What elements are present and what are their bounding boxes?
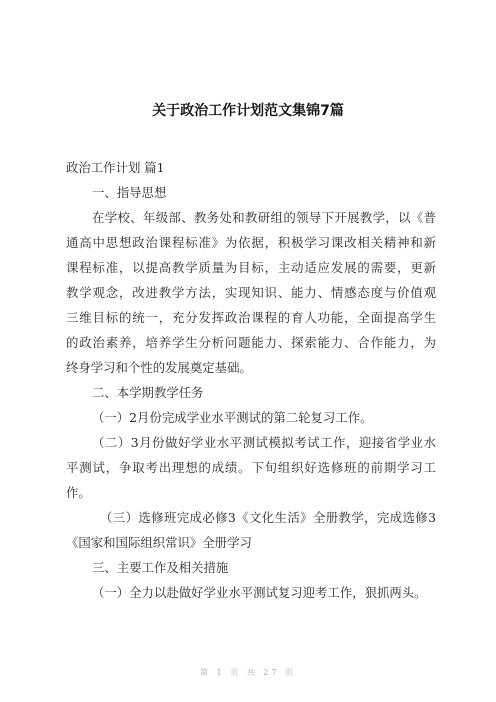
- paragraph-line: 《国家和国际组织常识》全册学习: [66, 535, 252, 550]
- page-footer: 第 1 页 共 27 页: [200, 668, 296, 677]
- section-heading: 政治工作计划 篇1: [66, 160, 165, 175]
- paragraph-line: 教学观念，改进教学方法，实现知识、能力、情感态度与价值观: [66, 285, 436, 300]
- paragraph-line: 的政治素养，培养学生分析问题能力、探索能力、合作能力，为: [66, 335, 436, 350]
- paragraph-line: 终身学习和个性的发展奠定基础。: [66, 360, 252, 375]
- subheading: 一、指导思想: [92, 185, 167, 200]
- document-title: 关于政治工作计划范文集锦7篇: [152, 103, 344, 119]
- paragraph-line: 通高中思想政治课程标准》为依据，积极学习课改相关精神和新: [66, 235, 436, 250]
- paragraph-line: 课程标准，以提高教学质量为目标，主动适应发展的需要，更新: [66, 260, 436, 275]
- paragraph-line: 三维目标的统一，充分发挥政治课程的育人功能，全面提高学生: [66, 310, 436, 325]
- paragraph-line: （一）2月份完成学业水平测试的第二轮复习工作。: [92, 410, 373, 425]
- paragraph-line: 在学校、年级部、教务处和教研组的领导下开展教学，以《普: [92, 210, 436, 225]
- paragraph-line: 平测试，争取考出理想的成绩。下旬组织好选修班的前期学习工: [66, 460, 436, 475]
- paragraph-line: （二）3月份做好学业水平测试模拟考试工作，迎接省学业水: [92, 435, 436, 450]
- subheading: 二、本学期教学任务: [92, 385, 204, 400]
- subheading: 三、主要工作及相关措施: [92, 560, 229, 575]
- paragraph-line: （一）全力以赴做好学业水平测试复习迎考工作，狠抓两头。: [92, 585, 427, 600]
- paragraph-line: 作。: [66, 485, 91, 500]
- paragraph-line: （三）选修班完成必修3《文化生活》全册教学，完成选修3: [100, 510, 436, 525]
